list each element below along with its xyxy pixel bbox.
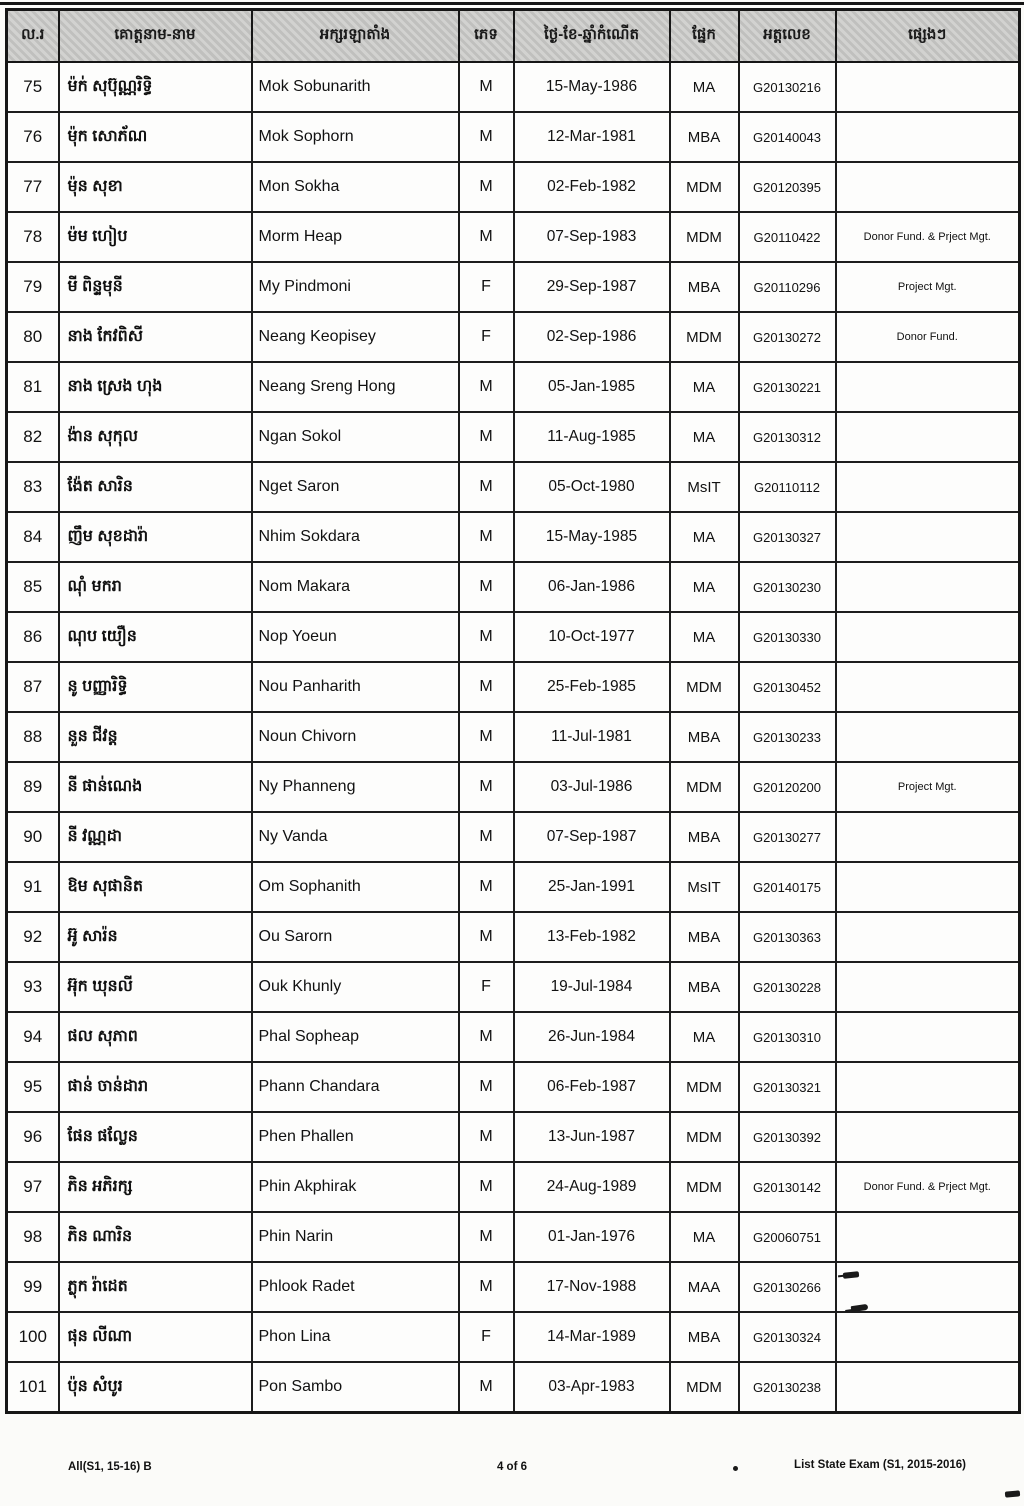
id-number-cell: G20130452 [739,662,836,712]
program-cell: MBA [670,812,739,862]
program-cell: MDM [670,1362,739,1413]
gender-cell: M [459,162,514,212]
remark-cell [836,562,1020,612]
gender-cell: M [459,212,514,262]
table-row [7,1212,1020,1262]
column-header-prog: ផ្នែក [670,10,739,63]
birthdate-cell: 26-Jun-1984 [514,1012,670,1062]
program-cell: MBA [670,912,739,962]
latin-name-cell: Ou Sarorn [252,912,459,962]
id-number-cell: G20130142 [739,1162,836,1212]
birthdate-cell: 25-Feb-1985 [514,662,670,712]
birthdate-cell: 07-Sep-1987 [514,812,670,862]
remark-cell: Donor Fund. [836,312,1020,362]
row-number-cell: 84 [7,512,59,562]
remark-cell [836,1312,1020,1362]
gender-cell: M [459,1262,514,1312]
row-number-cell: 76 [7,112,59,162]
latin-name-cell: Nom Makara [252,562,459,612]
latin-name-cell: Noun Chivorn [252,712,459,762]
table-row [7,1162,1020,1212]
id-number-cell: G20130310 [739,1012,836,1062]
row-number-cell: 101 [7,1362,59,1413]
khmer-name-cell: នួន ជីវន្ត [59,712,252,762]
table-row [7,912,1020,962]
khmer-name-cell: ភ្លុក រ៉ាដេត [59,1262,252,1312]
table-row [7,212,1020,262]
birthdate-cell: 03-Apr-1983 [514,1362,670,1413]
gender-cell: M [459,762,514,812]
khmer-name-cell: នាង កែវពិសី [59,312,252,362]
id-number-cell: G20130363 [739,912,836,962]
birthdate-cell: 06-Feb-1987 [514,1062,670,1112]
table-row [7,512,1020,562]
candidate-list-table [5,8,1021,1414]
gender-cell: M [459,1062,514,1112]
id-number-cell: G20130330 [739,612,836,662]
program-cell: MA [670,1212,739,1262]
latin-name-cell: Phen Phallen [252,1112,459,1162]
gender-cell: M [459,62,514,112]
ink-smudge-bottom-right [1005,1490,1020,1497]
ink-dot-footer [733,1466,738,1471]
birthdate-cell: 25-Jan-1991 [514,862,670,912]
row-number-cell: 77 [7,162,59,212]
row-number-cell: 87 [7,662,59,712]
row-number-cell: 98 [7,1212,59,1262]
row-number-cell: 99 [7,1262,59,1312]
latin-name-cell: Phann Chandara [252,1062,459,1112]
table-row [7,362,1020,412]
birthdate-cell: 13-Feb-1982 [514,912,670,962]
column-header-id: អត្តលេខ [739,10,836,63]
table-row [7,762,1020,812]
remark-cell [836,1212,1020,1262]
program-cell: MA [670,362,739,412]
khmer-name-cell: ម៉ុក សោភ័ណ [59,112,252,162]
gender-cell: M [459,912,514,962]
table-row [7,312,1020,362]
gender-cell: M [459,512,514,562]
khmer-name-cell: ម៉ក់ សុប៊ុណ្ណរិទ្ធិ [59,62,252,112]
table-row [7,662,1020,712]
table-row [7,962,1020,1012]
birthdate-cell: 11-Aug-1985 [514,412,670,462]
gender-cell: M [459,812,514,862]
latin-name-cell: Neang Keopisey [252,312,459,362]
gender-cell: M [459,612,514,662]
row-number-cell: 75 [7,62,59,112]
khmer-name-cell: ណុប យឿន [59,612,252,662]
remark-cell [836,62,1020,112]
table-row [7,1062,1020,1112]
latin-name-cell: Mon Sokha [252,162,459,212]
latin-name-cell: Om Sophanith [252,862,459,912]
table-body [7,62,1020,1413]
khmer-name-cell: ញឹម សុខដារ៉ា [59,512,252,562]
gender-cell: F [459,962,514,1012]
remark-cell [836,862,1020,912]
birthdate-cell: 05-Oct-1980 [514,462,670,512]
program-cell: MDM [670,312,739,362]
table-row [7,1362,1020,1413]
id-number-cell: G20130321 [739,1062,836,1112]
birthdate-cell: 29-Sep-1987 [514,262,670,312]
row-number-cell: 80 [7,312,59,362]
row-number-cell: 96 [7,1112,59,1162]
gender-cell: M [459,712,514,762]
id-number-cell: G20130238 [739,1362,836,1413]
khmer-name-cell: ង៉ែត សារិន [59,462,252,512]
program-cell: MBA [670,962,739,1012]
column-header-khmer: គោត្តនាម-នាម [59,10,252,63]
table-header-row [7,10,1020,63]
birthdate-cell: 02-Feb-1982 [514,162,670,212]
footer-document-title: List State Exam (S1, 2015-2016) [794,1459,966,1471]
latin-name-cell: Phal Sopheap [252,1012,459,1062]
program-cell: MsIT [670,462,739,512]
remark-cell [836,812,1020,862]
program-cell: MBA [670,112,739,162]
remark-cell [836,612,1020,662]
khmer-name-cell: ភិន ណារិន [59,1212,252,1262]
gender-cell: M [459,662,514,712]
latin-name-cell: Nop Yoeun [252,612,459,662]
table-row [7,412,1020,462]
khmer-name-cell: អ៊ូ សារ៉ន [59,912,252,962]
column-header-no: ល.រ [7,10,59,63]
remark-cell: Project Mgt. [836,762,1020,812]
program-cell: MBA [670,1312,739,1362]
khmer-name-cell: មី ពិន្ទមុនី [59,262,252,312]
remark-cell [836,362,1020,412]
gender-cell: M [459,562,514,612]
table-row [7,262,1020,312]
table-row [7,612,1020,662]
gender-cell: M [459,362,514,412]
remark-cell [836,512,1020,562]
id-number-cell: G20130277 [739,812,836,862]
latin-name-cell: Phlook Radet [252,1262,459,1312]
gender-cell: M [459,862,514,912]
id-number-cell: G20130324 [739,1312,836,1362]
program-cell: MA [670,562,739,612]
program-cell: MDM [670,1112,739,1162]
remark-cell [836,912,1020,962]
row-number-cell: 85 [7,562,59,612]
table-row [7,62,1020,112]
row-number-cell: 94 [7,1012,59,1062]
remark-cell: Donor Fund. & Prject Mgt. [836,1162,1020,1212]
remark-cell [836,662,1020,712]
birthdate-cell: 24-Aug-1989 [514,1162,670,1212]
birthdate-cell: 13-Jun-1987 [514,1112,670,1162]
latin-name-cell: Nou Panharith [252,662,459,712]
id-number-cell: G20110422 [739,212,836,262]
khmer-name-cell: នាង ស្រេង ហុង [59,362,252,412]
remark-cell [836,712,1020,762]
remark-cell [836,1012,1020,1062]
gender-cell: M [459,412,514,462]
row-number-cell: 78 [7,212,59,262]
program-cell: MsIT [670,862,739,912]
khmer-name-cell: នូ បញ្ញារិទ្ធិ [59,662,252,712]
id-number-cell: G20130228 [739,962,836,1012]
row-number-cell: 86 [7,612,59,662]
id-number-cell: G20110112 [739,462,836,512]
table-row [7,1312,1020,1362]
row-number-cell: 90 [7,812,59,862]
program-cell: MDM [670,762,739,812]
table-header [7,10,1020,63]
remark-cell [836,1112,1020,1162]
program-cell: MBA [670,712,739,762]
id-number-cell: G20060751 [739,1212,836,1262]
table-row [7,1112,1020,1162]
latin-name-cell: Neang Sreng Hong [252,362,459,412]
latin-name-cell: Phon Lina [252,1312,459,1362]
row-number-cell: 82 [7,412,59,462]
remark-cell: Project Mgt. [836,262,1020,312]
program-cell: MA [670,1012,739,1062]
latin-name-cell: Morm Heap [252,212,459,262]
table-row [7,862,1020,912]
gender-cell: M [459,1212,514,1262]
gender-cell: F [459,312,514,362]
remark-cell [836,1062,1020,1112]
khmer-name-cell: ម៉ម ហៀប [59,212,252,262]
program-cell: MA [670,412,739,462]
birthdate-cell: 01-Jan-1976 [514,1212,670,1262]
latin-name-cell: Mok Sophorn [252,112,459,162]
khmer-name-cell: អ៊ុក ឃុនលី [59,962,252,1012]
id-number-cell: G20110296 [739,262,836,312]
khmer-name-cell: ផល សុភាព [59,1012,252,1062]
birthdate-cell: 17-Nov-1988 [514,1262,670,1312]
row-number-cell: 91 [7,862,59,912]
id-number-cell: G20130392 [739,1112,836,1162]
remark-cell [836,162,1020,212]
table-row [7,712,1020,762]
birthdate-cell: 19-Jul-1984 [514,962,670,1012]
table-row [7,1262,1020,1312]
latin-name-cell: Ny Vanda [252,812,459,862]
id-number-cell: G20120200 [739,762,836,812]
table-row [7,1012,1020,1062]
birthdate-cell: 02-Sep-1986 [514,312,670,362]
remark-cell [836,112,1020,162]
remark-cell [836,462,1020,512]
program-cell: MDM [670,662,739,712]
row-number-cell: 88 [7,712,59,762]
birthdate-cell: 15-May-1985 [514,512,670,562]
column-header-latin: អក្សរឡាតាំង [252,10,459,63]
id-number-cell: G20140043 [739,112,836,162]
birthdate-cell: 05-Jan-1985 [514,362,670,412]
row-number-cell: 79 [7,262,59,312]
latin-name-cell: Ny Phanneng [252,762,459,812]
id-number-cell: G20120395 [739,162,836,212]
khmer-name-cell: ភិន អភិរក្ស [59,1162,252,1212]
khmer-name-cell: ង៉ាន សុកុល [59,412,252,462]
id-number-cell: G20130266 [739,1262,836,1312]
program-cell: MDM [670,162,739,212]
khmer-name-cell: នី វណ្ណដា [59,812,252,862]
latin-name-cell: Phin Akphirak [252,1162,459,1212]
latin-name-cell: Nhim Sokdara [252,512,459,562]
khmer-name-cell: ផែន ផល្លែន [59,1112,252,1162]
birthdate-cell: 15-May-1986 [514,62,670,112]
khmer-name-cell: ប៉ុន សំបូរ [59,1362,252,1413]
khmer-name-cell: ផុន លីណា [59,1312,252,1362]
birthdate-cell: 14-Mar-1989 [514,1312,670,1362]
latin-name-cell: Mok Sobunarith [252,62,459,112]
row-number-cell: 97 [7,1162,59,1212]
scan-artifact-top-line [0,2,1024,5]
row-number-cell: 93 [7,962,59,1012]
table-row [7,462,1020,512]
birthdate-cell: 03-Jul-1986 [514,762,670,812]
gender-cell: M [459,1012,514,1062]
id-number-cell: G20130230 [739,562,836,612]
id-number-cell: G20130272 [739,312,836,362]
program-cell: MBA [670,262,739,312]
latin-name-cell: Ngan Sokol [252,412,459,462]
remark-cell [836,412,1020,462]
id-number-cell: G20130221 [739,362,836,412]
column-header-gender: ភេទ [459,10,514,63]
remark-cell [836,1362,1020,1413]
khmer-name-cell: ផាន់ ចាន់ដារា [59,1062,252,1112]
gender-cell: M [459,1112,514,1162]
birthdate-cell: 06-Jan-1986 [514,562,670,612]
latin-name-cell: Phin Narin [252,1212,459,1262]
latin-name-cell: Nget Saron [252,462,459,512]
gender-cell: M [459,1162,514,1212]
birthdate-cell: 12-Mar-1981 [514,112,670,162]
column-header-dob: ថ្ងៃ-ខែ-ឆ្នាំកំណើត [514,10,670,63]
id-number-cell: G20140175 [739,862,836,912]
row-number-cell: 81 [7,362,59,412]
program-cell: MDM [670,212,739,262]
gender-cell: M [459,462,514,512]
program-cell: MDM [670,1162,739,1212]
table-row [7,562,1020,612]
khmer-name-cell: ម៉ុន សុខា [59,162,252,212]
latin-name-cell: Pon Sambo [252,1362,459,1413]
row-number-cell: 89 [7,762,59,812]
khmer-name-cell: នី ផាន់ណេង [59,762,252,812]
table-row [7,162,1020,212]
row-number-cell: 100 [7,1312,59,1362]
program-cell: MDM [670,1062,739,1112]
table-row [7,112,1020,162]
birthdate-cell: 10-Oct-1977 [514,612,670,662]
remark-cell: Donor Fund. & Prject Mgt. [836,212,1020,262]
remark-cell [836,962,1020,1012]
row-number-cell: 92 [7,912,59,962]
program-cell: MAA [670,1262,739,1312]
table-row [7,812,1020,862]
program-cell: MA [670,612,739,662]
row-number-cell: 83 [7,462,59,512]
id-number-cell: G20130216 [739,62,836,112]
program-cell: MA [670,62,739,112]
program-cell: MA [670,512,739,562]
footer-document-code: All(S1, 15-16) B [68,1461,152,1473]
birthdate-cell: 07-Sep-1983 [514,212,670,262]
gender-cell: F [459,262,514,312]
footer-page-number: 4 of 6 [496,1461,528,1473]
khmer-name-cell: ណុំ មករា [59,562,252,612]
row-number-cell: 95 [7,1062,59,1112]
birthdate-cell: 11-Jul-1981 [514,712,670,762]
id-number-cell: G20130312 [739,412,836,462]
khmer-name-cell: ឱម សុផានិត [59,862,252,912]
gender-cell: M [459,112,514,162]
id-number-cell: G20130233 [739,712,836,762]
gender-cell: F [459,1312,514,1362]
column-header-remark: ផ្សេងៗ [836,10,1020,63]
latin-name-cell: Ouk Khunly [252,962,459,1012]
gender-cell: M [459,1362,514,1413]
id-number-cell: G20130327 [739,512,836,562]
latin-name-cell: My Pindmoni [252,262,459,312]
